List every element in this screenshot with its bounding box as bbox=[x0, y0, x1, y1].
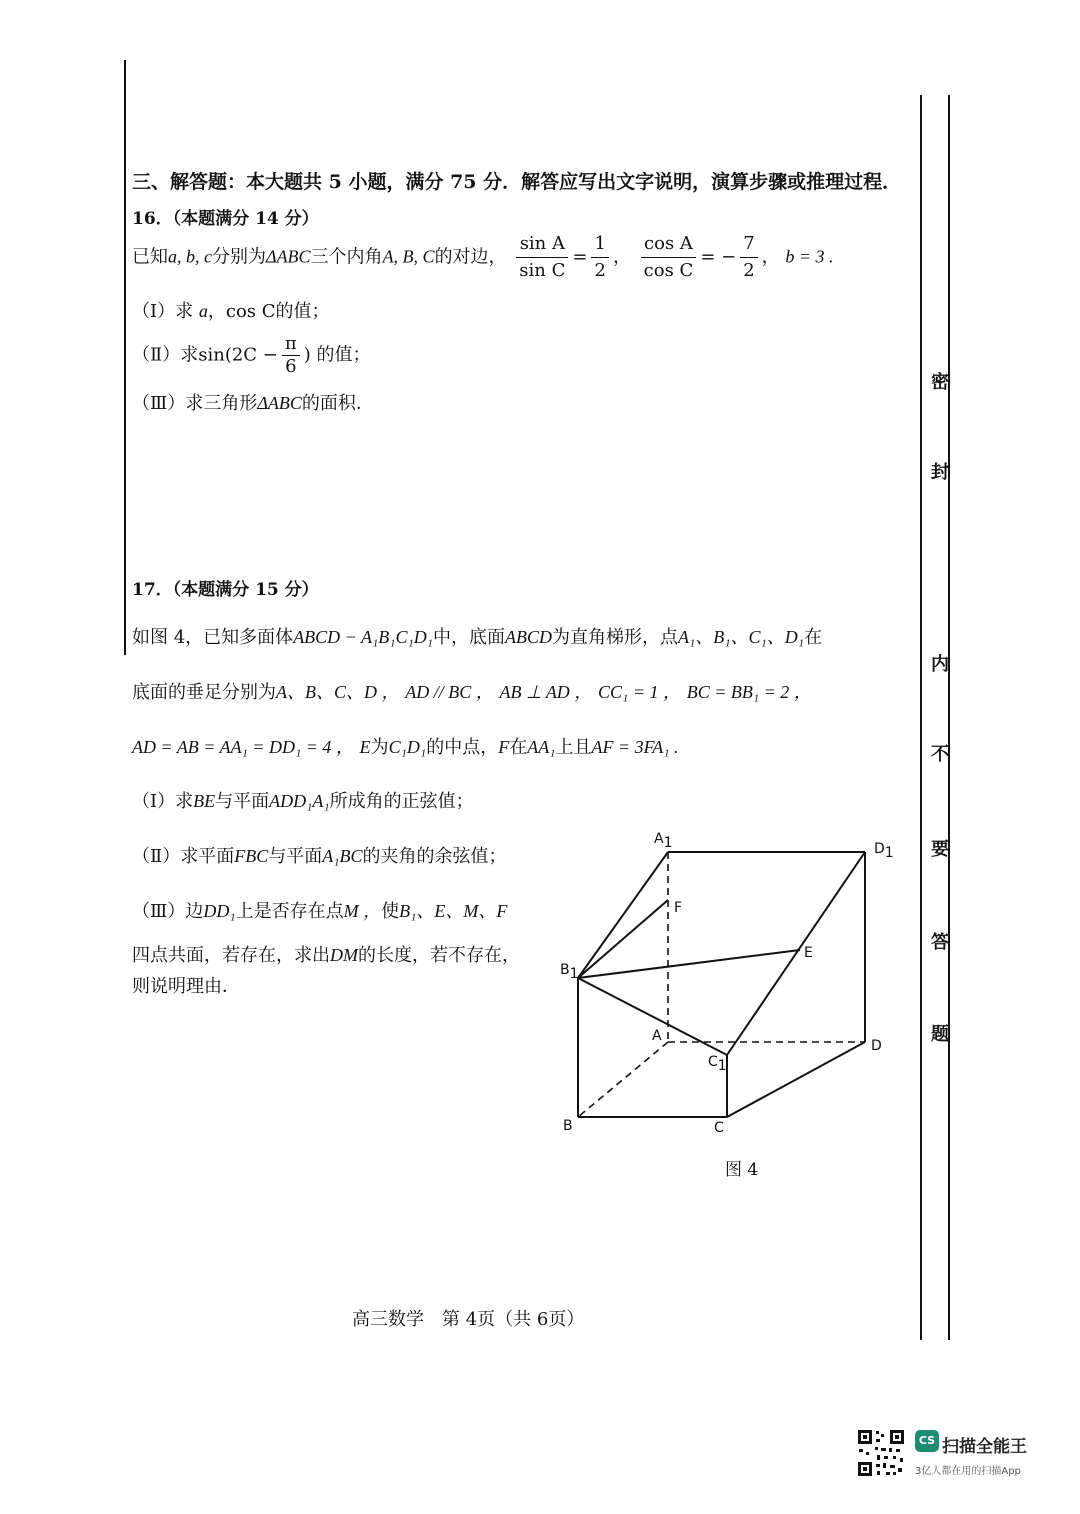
figure-caption: 图 4 bbox=[725, 1160, 759, 1180]
page-footer: 高三数学 第 4页（共 6页） bbox=[352, 1309, 585, 1330]
binding-char-5: 要 bbox=[931, 839, 949, 860]
edge-B1-F bbox=[578, 900, 668, 978]
q16-part2: （Ⅱ）求sin(2C − $\frac{\pi}{6}$ ) 的值； bbox=[132, 333, 371, 377]
label-D: D bbox=[871, 1038, 882, 1054]
label-A1: A1 bbox=[654, 831, 673, 851]
left-edge-rule bbox=[124, 60, 126, 655]
binding-line-inner bbox=[948, 95, 950, 1340]
fraction-pi-six: $\frac{\pi}{6}$ bbox=[282, 334, 300, 377]
label-E: E bbox=[804, 945, 813, 961]
label-B: B bbox=[563, 1118, 573, 1134]
q17-header: 17．（本题满分 15 分） bbox=[132, 580, 319, 600]
edge-A1-B1 bbox=[578, 852, 668, 978]
fraction-seven-half: $\frac{7}{2}$ bbox=[740, 232, 757, 283]
label-B1: B1 bbox=[560, 962, 579, 982]
label-D1: D1 bbox=[874, 841, 894, 861]
edge-B1-E bbox=[578, 950, 800, 978]
fraction-cosA-cosC: $\frac{\text{cos A}}{\text{cos C}}$ bbox=[641, 232, 697, 283]
q16-header: 16．（本题满分 14 分） bbox=[132, 209, 319, 229]
q16-part1: （Ⅰ）求 a，cos C的值； bbox=[132, 301, 330, 322]
label-A: A bbox=[652, 1028, 662, 1044]
q17-line1: 如图 4，已知多面体ABCD − A₁B₁C₁D₁中，底面ABCD为直角梯形，点A₁、B₁、C₁、D₁在 bbox=[132, 627, 823, 648]
q16-stem: 已知a, b, c分别为ΔABC三个内角A, B, C的对边， $\frac{\text{sin A}}{\text{sin C}}$ = $\frac{1}{2}$ ， $\frac{\text{cos A}}{\text{cos C}}$ = − $\frac{7}{2}$ ， b = 3 . bbox=[132, 233, 834, 281]
fraction-sinA-sinC: $\frac{\text{sin A}}{\text{sin C}}$ bbox=[516, 232, 568, 283]
q17-part3-line3: 则说明理由． bbox=[132, 976, 240, 997]
scanner-tagline: 3亿人都在用的扫描App bbox=[915, 1466, 1021, 1477]
edge-D1-C1 bbox=[727, 852, 865, 1055]
edge-A-B-hidden bbox=[578, 1042, 668, 1117]
label-F: F bbox=[674, 900, 683, 916]
q17-part2: （Ⅱ）求平面FBC与平面A₁BC的夹角的余弦值； bbox=[132, 846, 507, 867]
binding-char-2: 封 bbox=[931, 462, 949, 483]
figure-4-polyhedron bbox=[540, 820, 910, 1140]
binding-char-7: 题 bbox=[931, 1024, 949, 1045]
binding-line-outer bbox=[920, 95, 922, 1340]
q17-part1: （Ⅰ）求BE与平面ADD₁A₁所成角的正弦值； bbox=[132, 791, 474, 812]
q17-part3-line2: 四点共面，若存在，求出DM的长度，若不存在， bbox=[132, 945, 520, 966]
scanner-logo-icon: CS bbox=[915, 1430, 939, 1452]
binding-char-4: 不 bbox=[931, 744, 949, 765]
label-C1: C1 bbox=[708, 1054, 727, 1074]
edge-C-D bbox=[727, 1042, 865, 1117]
fraction-one-half: $\frac{1}{2}$ bbox=[591, 232, 608, 283]
binding-char-1: 密 bbox=[931, 372, 949, 393]
label-C: C bbox=[714, 1120, 724, 1136]
scanner-brand: 扫描全能王 bbox=[942, 1437, 1027, 1457]
binding-char-3: 内 bbox=[931, 654, 949, 675]
qr-code bbox=[856, 1428, 906, 1478]
q17-line2: 底面的垂足分别为A、B、C、D ， AD // BC ， AB ⊥ AD ， CC₁ = 1 ， BC = BB₁ = 2 ， bbox=[132, 682, 812, 703]
binding-char-6: 答 bbox=[931, 932, 949, 953]
section-heading: 三、解答题：本大题共 5 小题，满分 75 分．解答应写出文字说明，演算步骤或推理过程． bbox=[132, 171, 902, 193]
q17-part3-line1: （Ⅲ）边DD₁上是否存在点M ，使B₁、E、M、F bbox=[132, 901, 508, 922]
q17-line3: AD = AB = AA₁ = DD₁ = 4 ， E为C₁D₁的中点，F在AA₁上且AF = 3FA₁ . bbox=[132, 737, 679, 758]
q16-part3: （Ⅲ）求三角形ΔABC的面积． bbox=[132, 393, 374, 414]
